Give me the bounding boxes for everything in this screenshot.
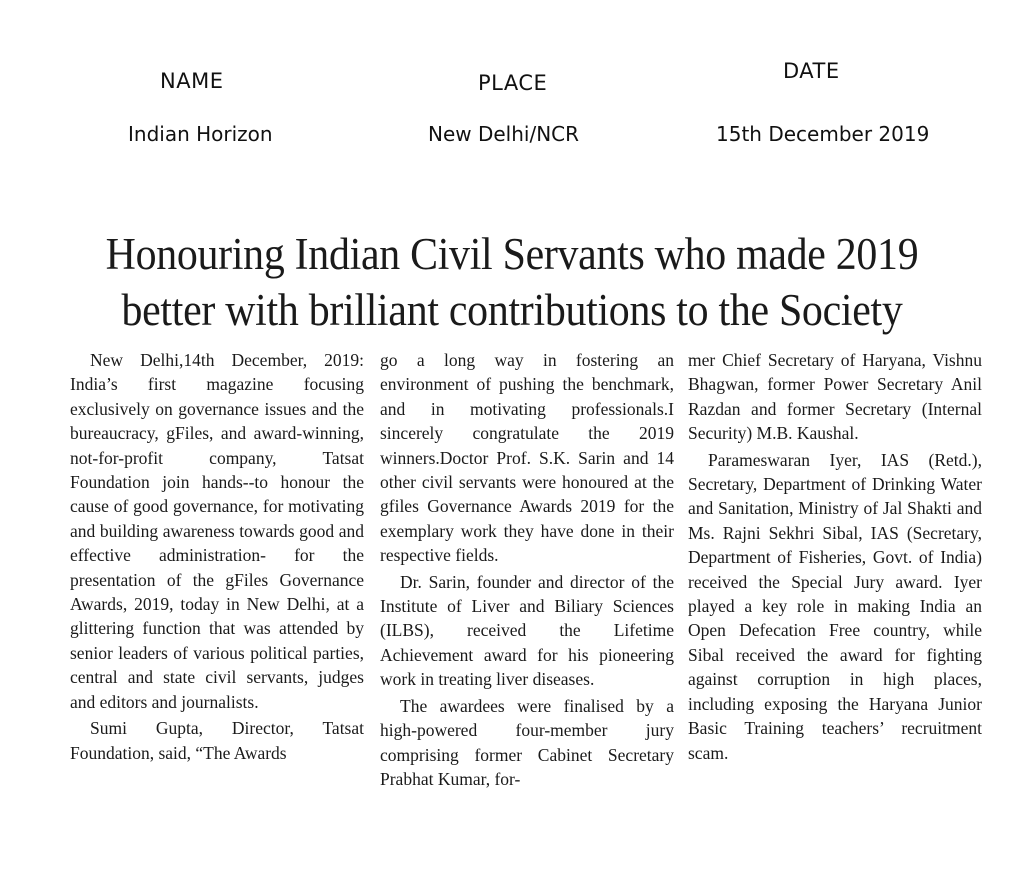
article-column-2: [380, 348, 674, 793]
place-value: New Delhi/NCR: [428, 122, 580, 146]
article-paragraph: Parameswaran Iyer, IAS (Retd.), Secretary, Department of Drinking Water and Sanitation, Ministry of Jal Shakti and Ms. Rajni Sekhri Sibal, IAS (Secretary, Department of Fisheries, Govt. of India) received the Special Jury award. Iyer played a key role in making India an Open Defecation Free country, while Sibal received the award for fighting against corruption in high places, including exposing the Haryana Junior Basic Training teachers’ recruitment scam.: [688, 449, 982, 763]
article-paragraph: Sumi Gupta, Director, Tatsat Foundation, said, “The Awards: [70, 718, 364, 763]
article-headline: [73, 226, 951, 338]
article-paragraph: Dr. Sarin, founder and director of the Institute of Liver and Biliary Sciences (ILBS), received the Lifetime Achievement award for his pioneering work in treating liver diseases.: [380, 571, 674, 690]
place-label: PLACE: [478, 71, 548, 95]
article-column-3: [688, 348, 982, 767]
date-value: 15th December 2019: [716, 122, 930, 146]
name-value: Indian Horizon: [128, 122, 273, 146]
article-paragraph: The awardees were finalised by a high-powered four-member jury comprising former Cabinet Secretary Prabhat Kumar, for-: [380, 695, 674, 789]
article-paragraph: mer Chief Secretary of Haryana, Vishnu Bhagwan, former Power Secretary Anil Razdan and former Secretary (Internal Security) M.B. Kaushal.: [688, 350, 982, 444]
date-label: DATE: [783, 59, 840, 83]
headline-line-1: Honouring Indian Civil Servants who made 2019: [105, 229, 919, 279]
name-label: NAME: [160, 69, 224, 93]
headline-line-2: better with brilliant contributions to the Society: [121, 285, 903, 335]
article-paragraph: go a long way in fostering an environment of pushing the benchmark, and in motivating professionals.I sincerely congratulate the 2019 winners.Doctor Prof. S.K. Sarin and 14 other civil servants were honoured at the gfiles Governance Awards 2019 for the exemplary work they have done in their respective fields.: [380, 350, 674, 566]
article-column-1: [70, 348, 364, 767]
article-paragraph: New Delhi,14th December, 2019: India’s first magazine focusing exclusively on governance issues and the bureaucracy, gFiles, and award-winning, not-for-profit company, Tatsat Foundation join hands--to honour the cause of good governance, for motivating and building awareness towards good and effective administration- for the presentation of the gFiles Governance Awards, 2019, today in New Delhi, at a glittering function that was attended by senior leaders of various political parties, central and state civil servants, judges and editors and journalists.: [70, 350, 364, 712]
